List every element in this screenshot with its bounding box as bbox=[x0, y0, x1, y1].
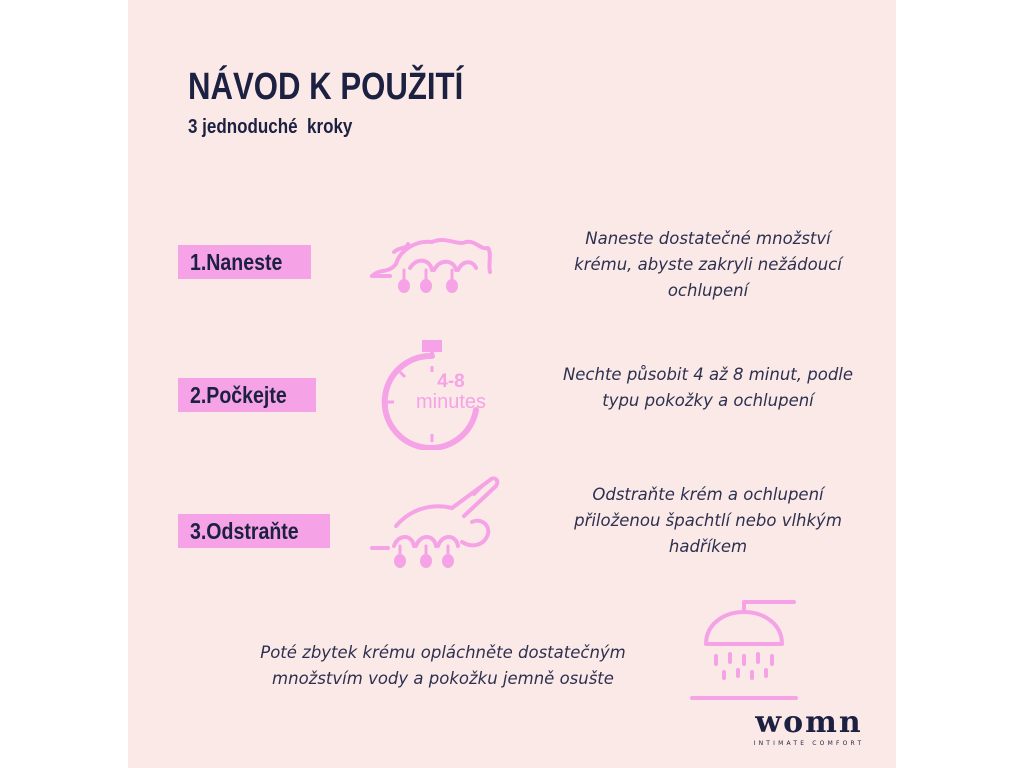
step-2-description bbox=[528, 362, 888, 414]
stopwatch-time-text bbox=[416, 372, 486, 412]
final-instruction bbox=[208, 640, 678, 692]
stopwatch-icon bbox=[376, 338, 488, 450]
final-instruction-line: Poté zbytek krému opláchněte dostatečným bbox=[260, 643, 626, 662]
step-3-description-line: hadříkem bbox=[668, 537, 748, 556]
step-1-description bbox=[518, 226, 896, 304]
page-title: NÁVOD K POUŽITÍ bbox=[188, 66, 464, 108]
step-1-label bbox=[178, 245, 311, 279]
step-3-description bbox=[538, 482, 878, 560]
step-1-description-line: krému, abyste zakryli nežádoucí bbox=[574, 255, 842, 274]
brand-logo bbox=[744, 705, 874, 747]
step-3-label-text: 3.Odstraňte bbox=[190, 518, 299, 544]
page-subtitle: 3 jednoduché kroky bbox=[188, 116, 353, 138]
step-1-label-text: 1.Naneste bbox=[190, 249, 283, 275]
shower-icon bbox=[688, 598, 800, 702]
step-3-label bbox=[178, 514, 330, 548]
step-1-description-line: Naneste dostatečné množství bbox=[585, 229, 831, 248]
spatula-removal-icon bbox=[368, 472, 502, 576]
step-2-description-line: typu pokožky a ochlupení bbox=[602, 391, 814, 410]
step-2-label-text: 2.Počkejte bbox=[190, 382, 287, 408]
step-3-description-line: Odstraňte krém a ochlupení bbox=[592, 485, 824, 504]
instruction-card bbox=[128, 0, 896, 768]
step-2-label bbox=[178, 378, 316, 412]
skin-cream-icon bbox=[366, 228, 498, 298]
step-1-description-line: ochlupení bbox=[667, 281, 749, 300]
final-instruction-line: množstvím vody a pokožku jemně osušte bbox=[272, 669, 614, 688]
step-2-description-line: Nechte působit 4 až 8 minut, podle bbox=[562, 365, 854, 384]
step-3-description-line: přiloženou špachtlí nebo vlhkým bbox=[574, 511, 842, 530]
brand-name: womn bbox=[755, 705, 863, 740]
stopwatch-time-unit: minutes bbox=[416, 391, 487, 413]
brand-tagline: INTIMATE COMFORT bbox=[753, 740, 865, 747]
stopwatch-time-range: 4-8 bbox=[437, 371, 465, 392]
